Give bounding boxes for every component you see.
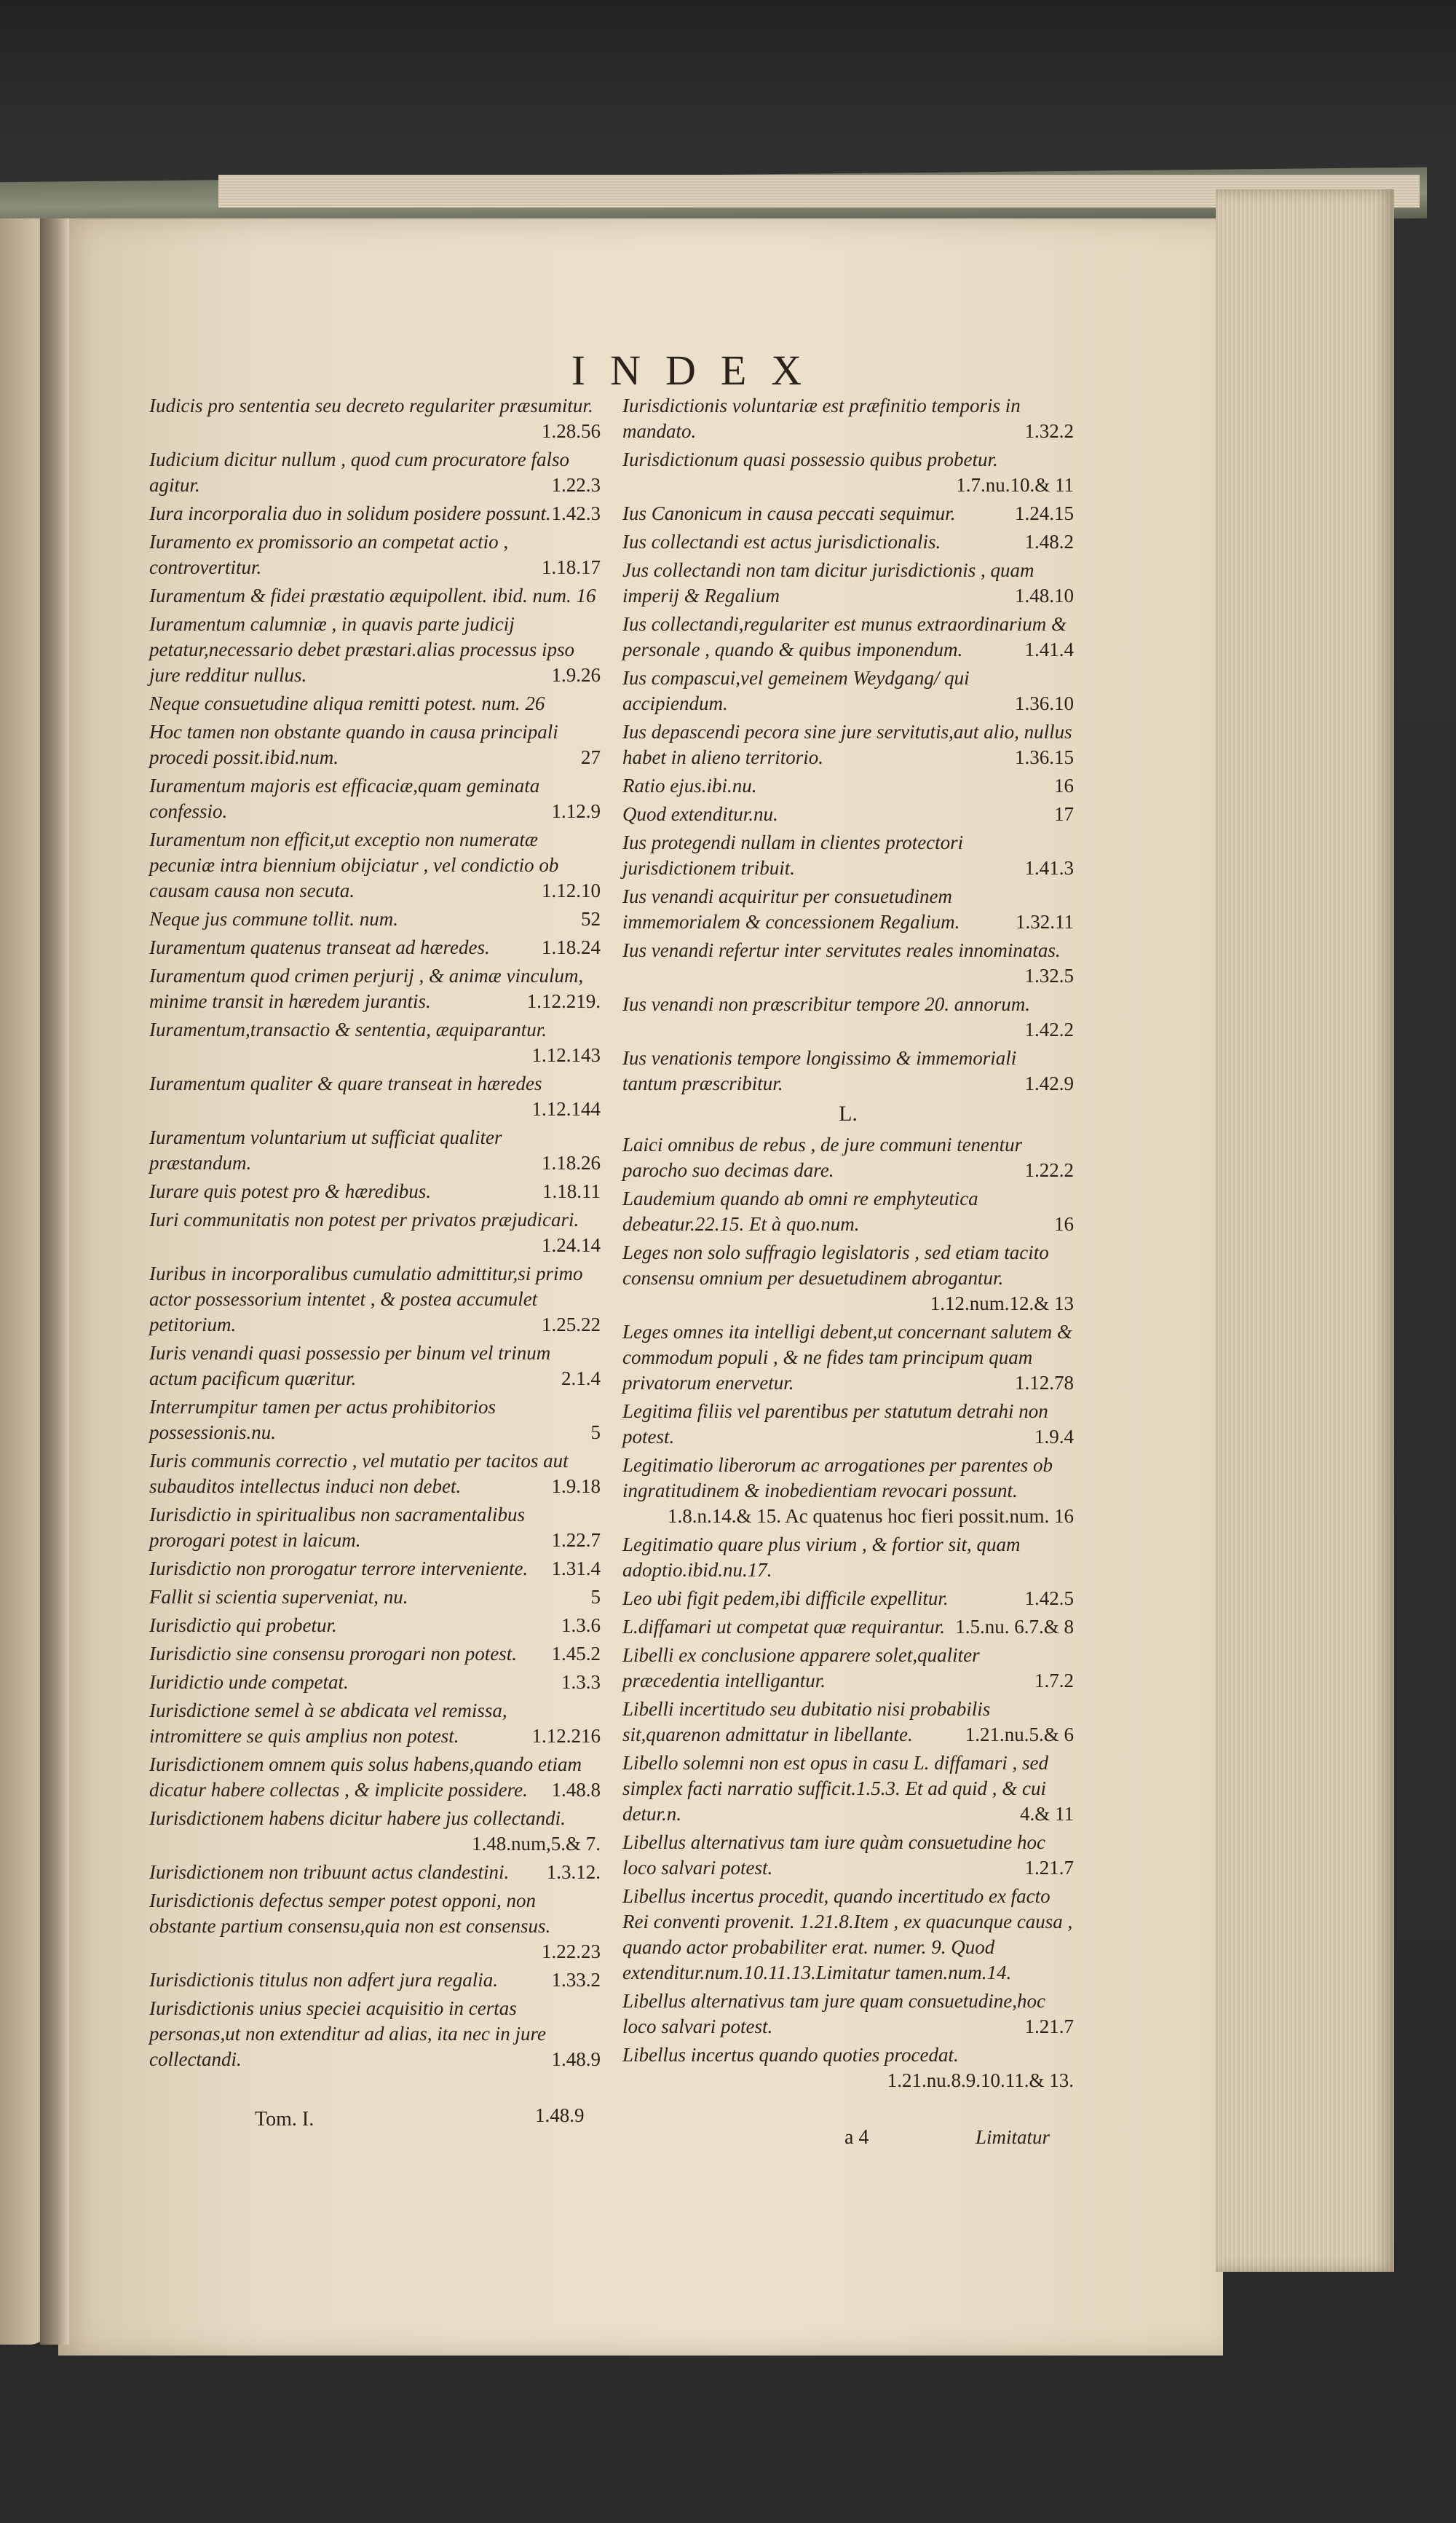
entry-reference: 1.42.2: [1024, 1019, 1074, 1041]
entry-text: Iuramentum qualiter & quare transeat in hæredes: [149, 1073, 542, 1094]
entry-text: Iuramentum voluntarium ut sufficiat qualiter præstandum.: [149, 1126, 502, 1174]
entry-text: Libellus incertus quando quoties procedat.: [622, 2044, 959, 2066]
index-entry: [622, 1399, 1074, 1450]
index-entry: [622, 1319, 1074, 1396]
signature-mark: a 4: [844, 2126, 869, 2149]
index-entry: [622, 1697, 1074, 1748]
entry-reference: 1.12.144: [531, 1098, 601, 1120]
entry-text: Neque consuetudine aliqua remitti potest. num. 26: [149, 692, 545, 714]
entry-text: Libelli ex conclusione apparere solet,qualiter præcedentia intelligantur.: [622, 1644, 980, 1691]
entry-text: Iudicis pro sententia seu decreto regulariter præsumitur.: [149, 395, 593, 416]
entry-text: Libelli incertitudo seu dubitatio nisi probabilis sit,quarenon admittatur in libellante.: [622, 1698, 991, 1745]
index-entry: [622, 1046, 1074, 1097]
index-entry: [149, 447, 601, 498]
entry-text: Iuramentum quod crimen perjurij , & animæ vinculum, minime transit in hæredem jurantis.: [149, 965, 584, 1012]
entry-text: Ius collectandi est actus jurisdictionalis.: [622, 531, 941, 553]
entry-reference: 1.48.10: [1015, 585, 1074, 607]
entry-reference: 1.22.3: [551, 474, 601, 496]
entry-text: Ius protegendi nullam in clientes protectori jurisdictionem tribuit.: [622, 832, 964, 879]
entry-reference: 1.45.2: [551, 1643, 601, 1665]
index-entry: [622, 1453, 1074, 1529]
entry-reference: 1.7.2: [1034, 1670, 1074, 1691]
entry-reference: 1.48.8: [551, 1779, 601, 1801]
entry-reference: 1.32.5: [1024, 965, 1074, 987]
entry-reference: 1.8.n.14.& 15. Ac quatenus hoc fieri possit.num. 16: [668, 1505, 1074, 1527]
entry-reference: 52: [581, 908, 601, 930]
entry-text: Ius compascui,vel gemeinem Weydgang/ qui accipiendum.: [622, 667, 970, 714]
entry-text: Iurisdictionem habens dicitur habere jus collectandi.: [149, 1807, 566, 1829]
entry-text: Hoc tamen non obstante quando in causa principali procedi possit.ibid.num.: [149, 721, 558, 768]
index-entry: [622, 719, 1074, 770]
entry-reference: 16: [1054, 1213, 1074, 1235]
entry-reference: 1.21.nu.8.9.10.11.& 13.: [887, 2069, 1074, 2091]
entry-reference: 1.18.24: [542, 936, 601, 958]
entry-reference: 1.21.7: [1024, 2015, 1074, 2037]
entry-text: Iuris venandi quasi possessio per binum vel trinum actum pacificum quæritur.: [149, 1342, 551, 1389]
entry-text: Iura incorporalia duo in solidum posidere possunt.: [149, 502, 551, 524]
index-entry: [622, 992, 1074, 1043]
entry-reference: 1.12.216: [531, 1725, 601, 1747]
entry-reference: 1.32.11: [1016, 911, 1074, 933]
index-entry: [622, 884, 1074, 935]
index-entry: [149, 1071, 601, 1122]
index-entry: [622, 1614, 1074, 1640]
entry-text: Iuramento ex promissorio an competat actio , controvertitur.: [149, 531, 509, 578]
entry-reference: 1.28.56: [542, 420, 601, 442]
index-entry: [149, 1888, 601, 1965]
index-entry: [149, 1448, 601, 1499]
index-entry: [622, 1750, 1074, 1827]
index-entry: [622, 830, 1074, 881]
index-entry: [149, 529, 601, 580]
page-title: INDEX: [571, 347, 827, 394]
entry-reference: 1.3.6: [561, 1614, 601, 1636]
index-entry: [149, 719, 601, 770]
entry-text: Iuramentum calumniæ , in quavis parte judicij petatur,necessario debet præstari.alias processus ipso jure redditur nullus.: [149, 613, 574, 686]
entry-text: Libellus alternativus tam jure quam consuetudine,hoc loco salvari potest.: [622, 1990, 1045, 2037]
volume-label: Tom. I.: [255, 2108, 314, 2131]
entry-text: Iudicium dicitur nullum , quod cum procuratore falso agitur.: [149, 449, 569, 496]
index-entry: [149, 1341, 601, 1391]
entry-reference: 1.32.2: [1024, 420, 1074, 442]
entry-reference: 1.48.2: [1024, 531, 1074, 553]
entry-text: Ius venandi acquiritur per consuetudinem immemorialem & concessionem Regalium.: [622, 885, 960, 933]
index-entry: [622, 1643, 1074, 1694]
entry-reference: 1.12.78: [1015, 1372, 1074, 1394]
index-entry: [622, 666, 1074, 716]
volume-ref: 1.48.9: [535, 2104, 585, 2126]
entry-reference: 1.25.22: [542, 1314, 601, 1335]
index-entry: [149, 1261, 601, 1338]
entry-text: Iurisdictio sine consensu prorogari non potest.: [149, 1643, 517, 1665]
entry-text: Iurisdictionis titulus non adfert jura regalia.: [149, 1969, 499, 1991]
index-entry: [149, 1207, 601, 1258]
entry-reference: 1.12.num.12.& 13: [930, 1292, 1074, 1314]
index-entry: [149, 1641, 601, 1667]
index-entry: [149, 1670, 601, 1695]
entry-text: Iuri communitatis non potest per privatos præjudicari.: [149, 1209, 579, 1231]
entry-text: Ius venationis tempore longissimo & immemoriali tantum præscribitur.: [622, 1047, 1017, 1094]
entry-reference: 1.18.26: [542, 1152, 601, 1174]
index-entry: [622, 2042, 1074, 2093]
entry-reference: 1.31.4: [551, 1557, 601, 1579]
index-entry: [622, 773, 1074, 799]
entry-text: Libello solemni non est opus in casu L. diffamari , sed simplex facti narratio sufficit.1.5.3. Et ad quid , & cui detur.n.: [622, 1752, 1049, 1825]
index-entry: [622, 938, 1074, 989]
entry-text: Quod extenditur.nu.: [622, 803, 778, 825]
entry-text: Neque jus commune tollit. num.: [149, 908, 398, 930]
entry-text: Iuris communis correctio , vel mutatio per tacitos aut subauditos intellectus induci non debet.: [149, 1450, 569, 1497]
entry-text: Legitimatio quare plus virium , & fortior sit, quam adoptio.ibid.nu.17.: [622, 1533, 1021, 1581]
entry-text: Iuramentum & fidei præstatio æquipollent. ibid. num. 16: [149, 585, 596, 607]
index-entry: [622, 1186, 1074, 1237]
index-entry: [622, 802, 1074, 827]
entry-reference: 4.& 11: [1020, 1803, 1074, 1825]
index-entry: [149, 1967, 601, 1993]
entry-reference: 16: [1054, 775, 1074, 797]
entry-text: Iurare quis potest pro & hæredibus.: [149, 1180, 432, 1202]
entry-text: L.diffamari ut competat quæ requirantur.: [622, 1616, 946, 1638]
index-entry: [149, 1017, 601, 1068]
entry-text: Iurisdictio in spiritualibus non sacramentalibus prorogari potest in laicum.: [149, 1504, 526, 1551]
index-entry: [149, 773, 601, 824]
entry-reference: 1.36.15: [1015, 746, 1074, 768]
entry-reference: 1.42.9: [1024, 1073, 1074, 1094]
index-entry: [149, 393, 601, 444]
entry-reference: 1.3.12.: [546, 1861, 601, 1883]
entry-reference: 1.22.7: [551, 1529, 601, 1551]
index-entry: [622, 1989, 1074, 2040]
index-entry: [149, 1394, 601, 1445]
entry-reference: 1.24.14: [542, 1234, 601, 1256]
entry-reference: 1.18.11: [542, 1180, 601, 1202]
entry-text: Iurisdictionis unius speciei acquisitio in certas personas,ut non extenditur ad alias, ita nec in jure collectandi.: [149, 1997, 546, 2070]
entry-reference: 1.3.3: [561, 1671, 601, 1693]
entry-text: Iuramentum majoris est efficaciæ,quam geminata confessio.: [149, 775, 540, 822]
entry-text: Leo ubi figit pedem,ibi difficile expellitur.: [622, 1587, 949, 1609]
index-entry: [622, 1132, 1074, 1183]
entry-reference: 1.41.4: [1024, 639, 1074, 660]
entry-reference: 1.36.10: [1015, 692, 1074, 714]
index-entry: [149, 1613, 601, 1638]
index-entry: [149, 1996, 601, 2072]
entry-text: Iuramentum non efficit,ut exceptio non numeratæ pecuniæ intra biennium obijciatur , vel condictio ob causam causa non secuta.: [149, 829, 559, 901]
entry-text: Iuribus in incorporalibus cumulatio admittitur,si primo actor possessorium intentet , & postea accumulet petitorium.: [149, 1263, 583, 1335]
entry-text: Ratio ejus.ibi.nu.: [622, 775, 757, 797]
entry-reference: 1.48.9: [551, 2048, 601, 2070]
entry-reference: 1.12.219.: [526, 990, 601, 1012]
catchword: Limitatur: [976, 2126, 1051, 2148]
entry-reference: 1.9.4: [1034, 1426, 1074, 1448]
entry-text: Libellus incertus procedit, quando incertitudo ex facto Rei conventi provenit. 1.21.8.Item , ex quacunque causa , quando actor probabiliter erat. numer. 9. Quod extenditur.num.10.11.13.Limitatur tamen.num.14.: [622, 1885, 1073, 1983]
entry-reference: 1.12.143: [531, 1044, 601, 1066]
entry-text: Iuridictio unde competat.: [149, 1671, 349, 1693]
entry-text: Leges non solo suffragio legislatoris , sed etiam tacito consensu omnium per desuetudinem abrogantur.: [622, 1241, 1049, 1289]
page-gutter: [40, 218, 69, 2345]
index-entry: [622, 501, 1074, 526]
index-entry: [149, 501, 601, 526]
index-entry: [149, 1584, 601, 1610]
entry-reference: 1.21.nu.5.& 6: [965, 1724, 1074, 1745]
entry-reference: 1.9.26: [551, 664, 601, 686]
entry-reference: 27: [581, 746, 601, 768]
entry-text: Iurisdictionum quasi possessio quibus probetur.: [622, 449, 998, 470]
entry-text: Iuramentum quatenus transeat ad hæredes.: [149, 936, 490, 958]
index-entry: [622, 1586, 1074, 1611]
entry-reference: 5: [590, 1421, 601, 1443]
entry-text: Legitima filiis vel parentibus per statutum detrahi non potest.: [622, 1400, 1048, 1448]
index-entry: [622, 558, 1074, 609]
entry-reference: 1.9.18: [551, 1475, 601, 1497]
entry-reference: 1.22.23: [542, 1940, 601, 1962]
entry-text: Iurisdictione semel à se abdicata vel remissa, intromittere se quis amplius non potest.: [149, 1699, 507, 1747]
entry-reference: 1.12.10: [542, 880, 601, 901]
index-entry: [149, 583, 601, 609]
index-column-right: [622, 393, 1074, 2096]
entry-text: Legitimatio liberorum ac arrogationes per parentes ob ingratitudinem & inobedientiam revocari possunt.: [622, 1454, 1053, 1501]
entry-reference: 1.7.nu.10.& 11: [956, 474, 1074, 496]
entry-text: Fallit si scientia superveniat, nu.: [149, 1586, 408, 1608]
index-entry: [149, 827, 601, 904]
entry-text: Ius collectandi,regulariter est munus extraordinarium & personale , quando & quibus imponendum.: [622, 613, 1067, 660]
entry-reference: 17: [1054, 803, 1074, 825]
index-entry: [149, 1556, 601, 1582]
entry-text: Iurisdictionem non tribuunt actus clandestini.: [149, 1861, 510, 1883]
index-entry: [149, 1698, 601, 1749]
entry-text: Libellus alternativus tam iure quàm consuetudine hoc loco salvari potest.: [622, 1831, 1045, 1879]
entry-text: Iurisdictio qui probetur.: [149, 1614, 337, 1636]
entry-text: Iurisdictionis defectus semper potest opponi, non obstante partium consensu,quia non est consensus.: [149, 1890, 551, 1937]
entry-reference: 1.5.nu. 6.7.& 8: [955, 1616, 1074, 1638]
entry-text: Jus collectandi non tam dicitur jurisdictionis , quam imperij & Regalium: [622, 559, 1034, 607]
index-entry: [622, 529, 1074, 555]
entry-text: Interrumpitur tamen per actus prohibitorios possessionis.nu.: [149, 1396, 496, 1443]
entry-text: Laudemium quando ab omni re emphyteutica debeatur.22.15. Et à quo.num.: [622, 1188, 978, 1235]
index-entry: [149, 1502, 601, 1553]
entry-reference: 1.42.5: [1024, 1587, 1074, 1609]
entry-text: Leges omnes ita intelligi debent,ut concernant salutem & commodum populi , & ne fides tam principum quam privatorum enervetur.: [622, 1321, 1072, 1394]
index-entry: [149, 1806, 601, 1857]
index-entry: [622, 447, 1074, 498]
entry-reference: 5: [590, 1586, 601, 1608]
entry-reference: 1.48.num,5.& 7.: [471, 1833, 601, 1855]
index-entry: [622, 1884, 1074, 1986]
index-column-left: [149, 393, 601, 2075]
entry-text: Iuramentum,transactio & sententia, æquiparantur.: [149, 1019, 547, 1041]
entry-reference: 1.18.17: [542, 556, 601, 578]
index-entry: [622, 1240, 1074, 1316]
entry-reference: 1.33.2: [551, 1969, 601, 1991]
entry-text: Iurisdictio non prorogatur terrore interveniente.: [149, 1557, 529, 1579]
section-letter: L.: [839, 1102, 858, 1126]
index-entry: [149, 935, 601, 960]
entry-reference: 1.24.15: [1015, 502, 1074, 524]
index-entry: [149, 1179, 601, 1204]
entry-reference: 1.22.2: [1024, 1159, 1074, 1181]
entry-reference: 1.12.9: [551, 800, 601, 822]
entry-text: Ius depascendi pecora sine jure servitutis,aut alio, nullus habet in alieno territorio.: [622, 721, 1072, 768]
index-entry: [622, 393, 1074, 444]
index-entry: [149, 691, 601, 716]
index-entry: [149, 1125, 601, 1176]
entry-text: Ius Canonicum in causa peccati sequimur.: [622, 502, 956, 524]
entry-reference: 1.21.7: [1024, 1857, 1074, 1879]
index-entry: [149, 1752, 601, 1803]
entry-text: Ius venandi non præscribitur tempore 20. annorum.: [622, 993, 1030, 1015]
page-fore-edge: [1216, 189, 1394, 2272]
entry-text: Iurisdictionem omnem quis solus habens,quando etiam dicatur habere collectas , & implicite possidere.: [149, 1753, 582, 1801]
index-entry: [149, 1860, 601, 1885]
entry-reference: 2.1.4: [561, 1367, 601, 1389]
index-entry: [622, 612, 1074, 663]
entry-reference: 1.42.3: [551, 502, 601, 524]
entry-text: Ius venandi refertur inter servitutes reales innominatas.: [622, 939, 1061, 961]
index-entry: [622, 1830, 1074, 1881]
index-entry: [622, 1532, 1074, 1583]
index-entry: [149, 612, 601, 688]
entry-text: Iurisdictionis voluntariæ est præfinitio temporis in mandato.: [622, 395, 1021, 442]
index-entry: [149, 963, 601, 1014]
entry-text: Laici omnibus de rebus , de jure communi tenentur parocho suo decimas dare.: [622, 1134, 1023, 1181]
entry-reference: 1.41.3: [1024, 857, 1074, 879]
index-entry: [149, 907, 601, 932]
